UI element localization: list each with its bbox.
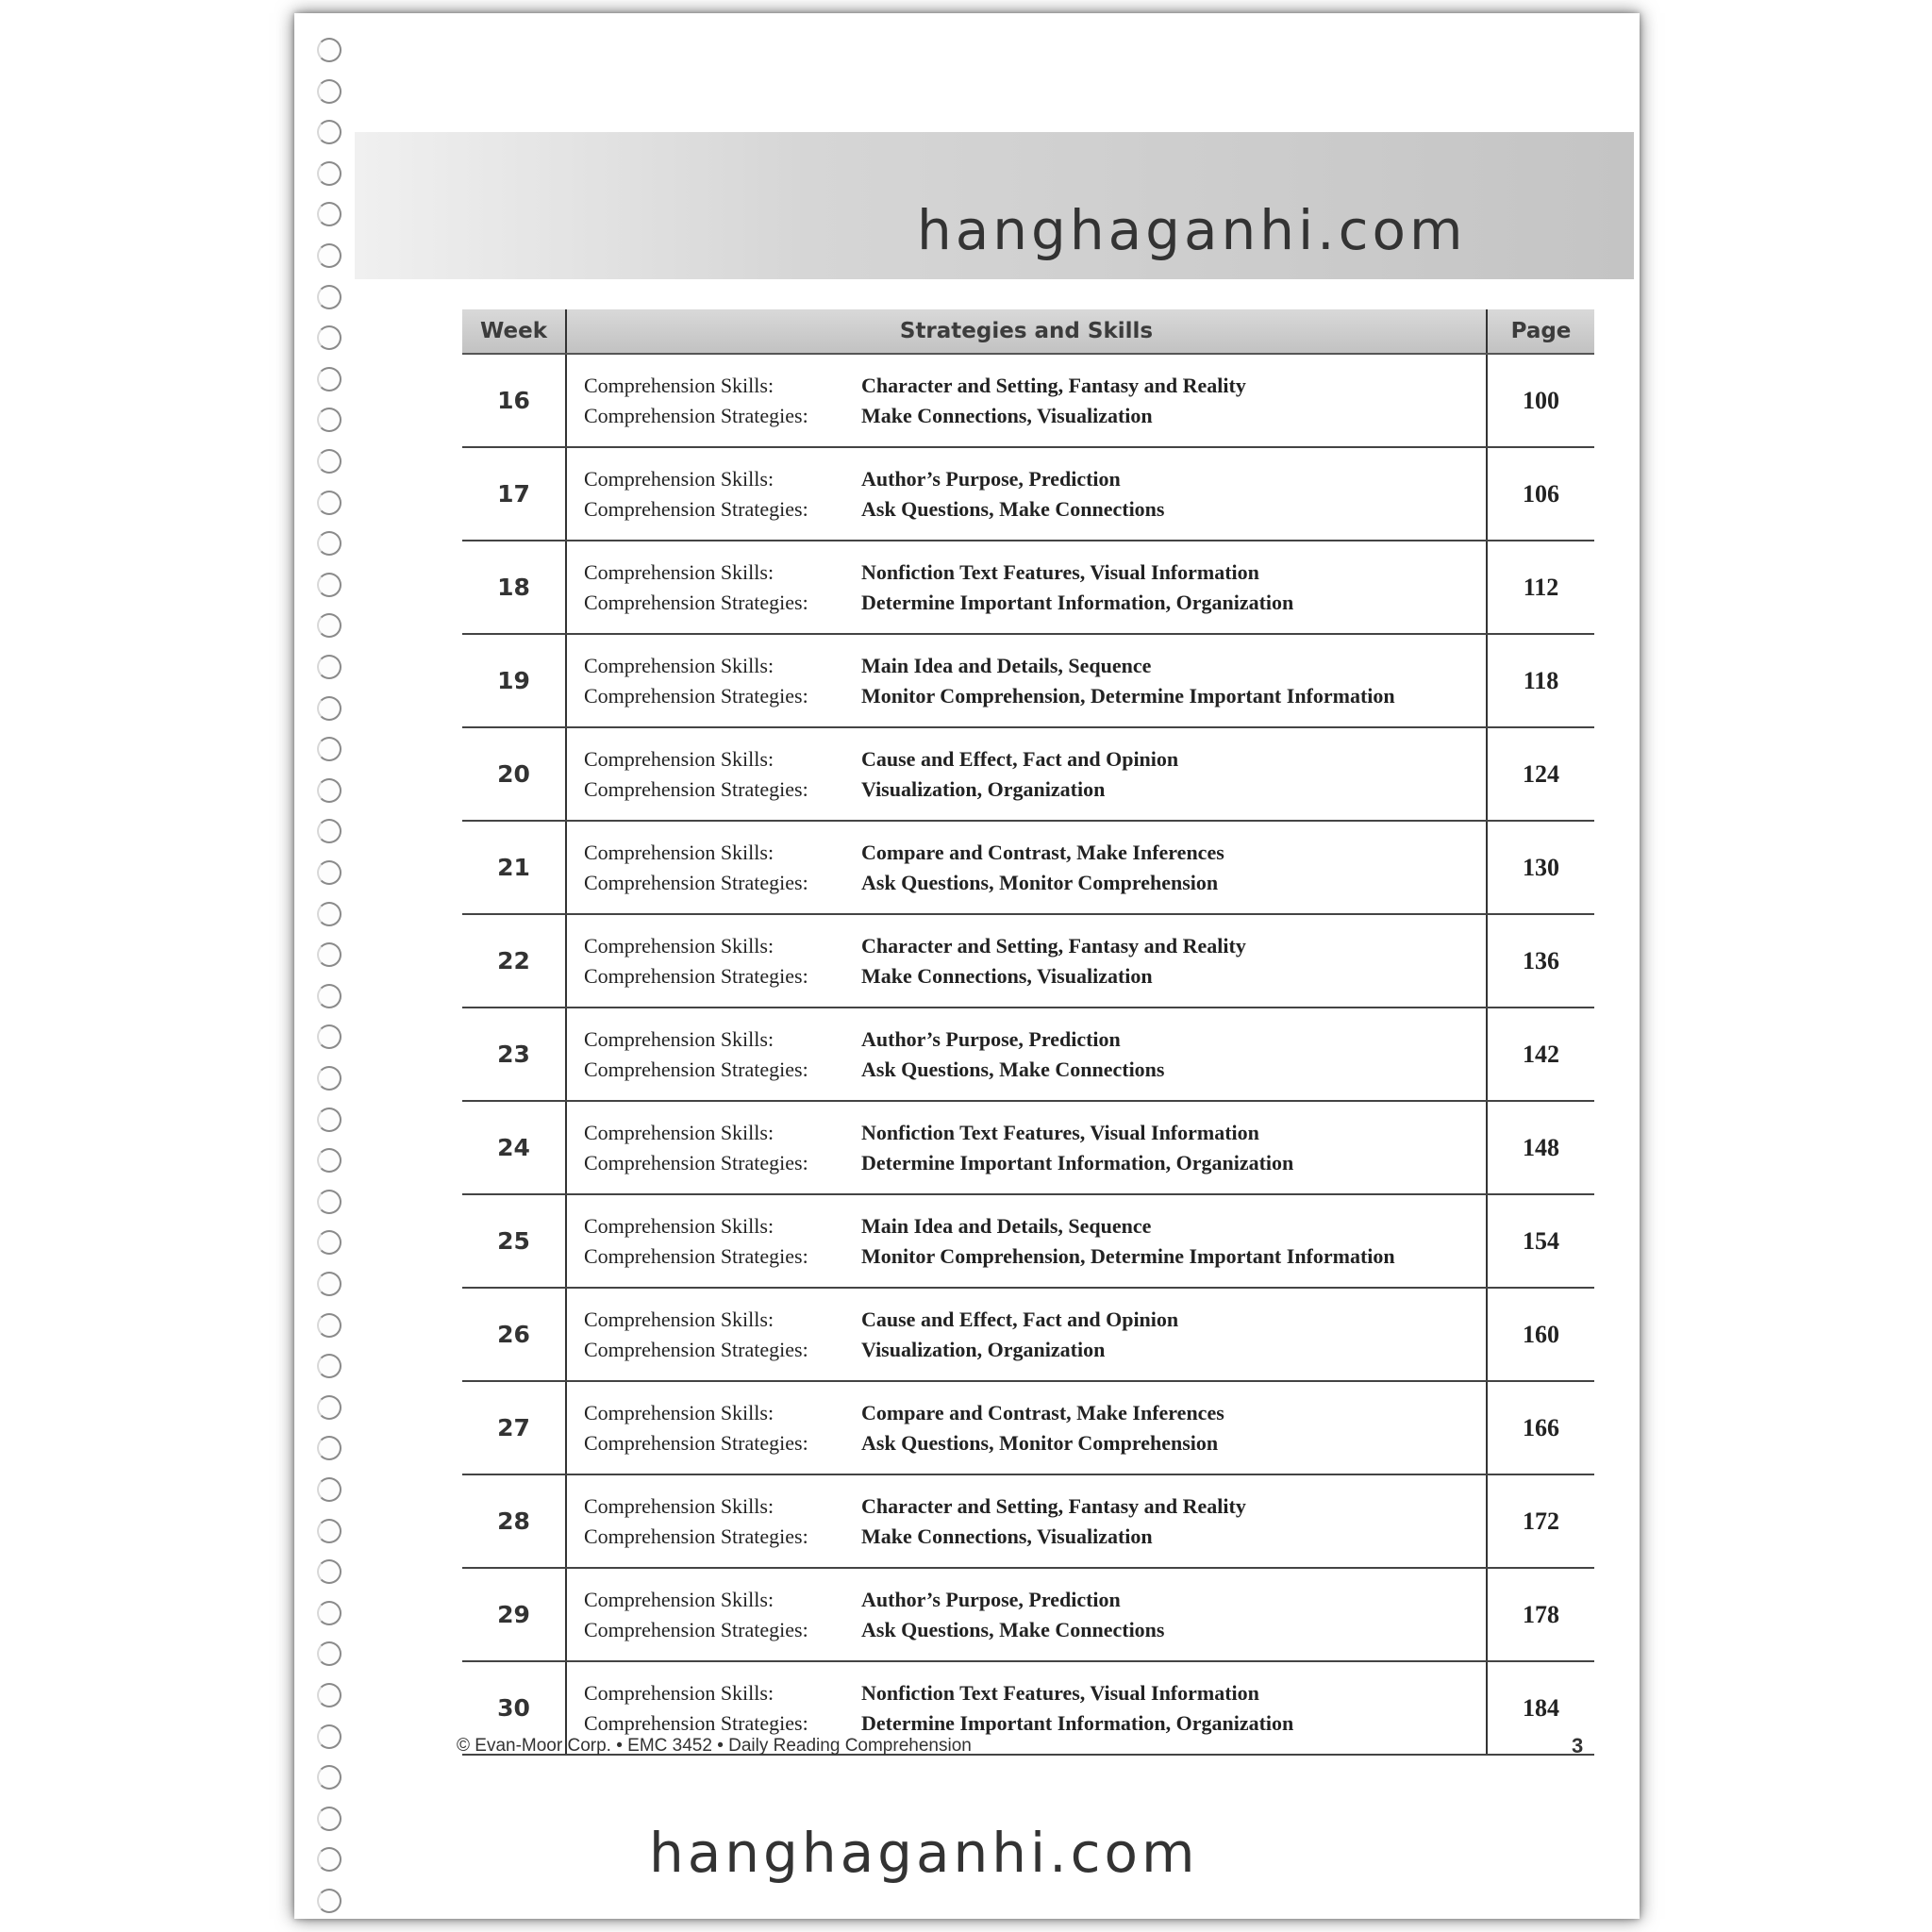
skills-cell: [566, 447, 1487, 541]
skills-cell: [566, 1008, 1487, 1101]
strategies-value: Ask Questions, Monitor Comprehension: [861, 870, 1219, 894]
skills-line: [584, 1678, 1485, 1708]
skills-value: Compare and Contrast, Make Inferences: [861, 840, 1224, 864]
skills-line: [584, 371, 1485, 401]
skills-label: Comprehension Skills:: [584, 746, 774, 771]
skills-label: Comprehension Skills:: [584, 1026, 774, 1051]
strategies-value: Ask Questions, Make Connections: [861, 1057, 1165, 1081]
table-row: [462, 634, 1594, 727]
binding-ring: [317, 531, 341, 556]
skills-cell: [566, 1194, 1487, 1288]
binding-ring: [317, 38, 341, 62]
skills-value: Compare and Contrast, Make Inferences: [861, 1400, 1224, 1424]
page-reference: 148: [1487, 1101, 1594, 1194]
strategies-label: Comprehension Strategies:: [584, 1710, 808, 1735]
skills-cell: [566, 541, 1487, 634]
table-body: [462, 354, 1594, 1755]
skills-line: [584, 1491, 1485, 1522]
strategies-label: Comprehension Strategies:: [584, 870, 808, 894]
strategies-line: [584, 681, 1485, 711]
strategies-label: Comprehension Strategies:: [584, 683, 808, 708]
week-number: 25: [462, 1194, 566, 1288]
table-row: [462, 727, 1594, 821]
table-row: [462, 1101, 1594, 1194]
skills-line: [584, 464, 1485, 494]
binding-ring: [317, 942, 341, 967]
skills-label: Comprehension Skills:: [584, 1307, 774, 1331]
binding-ring: [317, 573, 341, 597]
strategies-line: [584, 1055, 1485, 1085]
binding-ring: [317, 1847, 341, 1872]
week-number: 21: [462, 821, 566, 914]
strategies-label: Comprehension Strategies:: [584, 403, 808, 427]
skills-line: [584, 838, 1485, 868]
skills-label: Comprehension Skills:: [584, 933, 774, 958]
skills-value: Main Idea and Details, Sequence: [861, 653, 1152, 677]
binding-ring: [317, 1395, 341, 1420]
strategies-label: Comprehension Strategies:: [584, 1617, 808, 1641]
page-reference: 118: [1487, 634, 1594, 727]
page-reference: 178: [1487, 1568, 1594, 1661]
skills-value: Character and Setting, Fantasy and Reality: [861, 373, 1246, 397]
skills-value: Cause and Effect, Fact and Opinion: [861, 746, 1179, 771]
binding-ring: [317, 325, 341, 350]
page-reference: 172: [1487, 1474, 1594, 1568]
skills-label: Comprehension Skills:: [584, 840, 774, 864]
binding-ring: [317, 737, 341, 761]
page-reference: 100: [1487, 354, 1594, 447]
skills-line: [584, 651, 1485, 681]
skills-line: [584, 1305, 1485, 1335]
skills-line: [584, 1118, 1485, 1148]
binding-ring: [317, 778, 341, 803]
page-reference: 142: [1487, 1008, 1594, 1101]
skills-cell: [566, 727, 1487, 821]
skills-label: Comprehension Skills:: [584, 1120, 774, 1144]
strategies-label: Comprehension Strategies:: [584, 1057, 808, 1081]
page-reference: 136: [1487, 914, 1594, 1008]
table-row: [462, 1568, 1594, 1661]
strategies-label: Comprehension Strategies:: [584, 776, 808, 801]
page-reference: 130: [1487, 821, 1594, 914]
skills-label: Comprehension Skills:: [584, 1680, 774, 1705]
footer-copyright: © Evan-Moor Corp. • EMC 3452 • Daily Reading Comprehension: [457, 1736, 972, 1756]
week-number: 20: [462, 727, 566, 821]
skills-line: [584, 1024, 1485, 1055]
skills-cell: [566, 354, 1487, 447]
skills-line: [584, 558, 1485, 588]
binding-ring: [317, 1313, 341, 1338]
strategies-value: Make Connections, Visualization: [861, 403, 1153, 427]
strategies-value: Ask Questions, Make Connections: [861, 1617, 1165, 1641]
week-number: 30: [462, 1661, 566, 1755]
binding-ring: [317, 860, 341, 885]
strategies-label: Comprehension Strategies:: [584, 1337, 808, 1361]
binding-ring: [317, 491, 341, 515]
binding-ring: [317, 243, 341, 268]
binding-ring: [317, 655, 341, 679]
skills-label: Comprehension Skills:: [584, 1213, 774, 1238]
page-reference: 166: [1487, 1381, 1594, 1474]
strategies-value: Ask Questions, Monitor Comprehension: [861, 1430, 1219, 1455]
table-row: [462, 354, 1594, 447]
week-number: 29: [462, 1568, 566, 1661]
skills-value: Nonfiction Text Features, Visual Information: [861, 1680, 1259, 1705]
skills-value: Author’s Purpose, Prediction: [861, 1026, 1121, 1051]
skills-cell: [566, 634, 1487, 727]
binding-ring: [317, 1724, 341, 1749]
binding-ring: [317, 1601, 341, 1625]
binding-ring: [317, 1519, 341, 1543]
table-row: [462, 1008, 1594, 1101]
page-reference: 124: [1487, 727, 1594, 821]
week-number: 19: [462, 634, 566, 727]
strategies-column-header: Strategies and Skills: [566, 309, 1487, 354]
week-number: 23: [462, 1008, 566, 1101]
table-row: [462, 914, 1594, 1008]
binding-ring: [317, 613, 341, 638]
strategies-label: Comprehension Strategies:: [584, 1524, 808, 1548]
binding-ring: [317, 202, 341, 226]
binding-ring: [317, 1436, 341, 1460]
binding-ring: [317, 1641, 341, 1666]
strategies-label: Comprehension Strategies:: [584, 963, 808, 988]
page-reference: 160: [1487, 1288, 1594, 1381]
week-number: 16: [462, 354, 566, 447]
skills-value: Main Idea and Details, Sequence: [861, 1213, 1152, 1238]
strategies-line: [584, 1708, 1485, 1739]
binding-ring: [317, 367, 341, 391]
week-number: 24: [462, 1101, 566, 1194]
watermark-top: hanghaganhi.com: [917, 198, 1467, 262]
binding-ring: [317, 1148, 341, 1173]
binding-ring: [317, 902, 341, 926]
skills-cell: [566, 821, 1487, 914]
binding-ring: [317, 1889, 341, 1913]
binding-ring: [317, 79, 341, 104]
binding-ring: [317, 449, 341, 474]
week-number: 22: [462, 914, 566, 1008]
strategies-line: [584, 1335, 1485, 1365]
page-reference: 154: [1487, 1194, 1594, 1288]
table-row: [462, 1288, 1594, 1381]
table-row: [462, 447, 1594, 541]
week-number: 26: [462, 1288, 566, 1381]
skills-label: Comprehension Skills:: [584, 373, 774, 397]
strategies-label: Comprehension Strategies:: [584, 590, 808, 614]
skills-line: [584, 1398, 1485, 1428]
binding-ring: [317, 1190, 341, 1214]
skills-cell: [566, 1288, 1487, 1381]
skills-cell: [566, 1474, 1487, 1568]
binding-ring: [317, 285, 341, 309]
binding-ring: [317, 1230, 341, 1255]
week-column-header: Week: [462, 309, 566, 354]
skills-value: Author’s Purpose, Prediction: [861, 466, 1121, 491]
strategies-label: Comprehension Strategies:: [584, 1243, 808, 1268]
strategies-line: [584, 494, 1485, 525]
binding-ring: [317, 1024, 341, 1049]
strategies-line: [584, 961, 1485, 991]
table-row: [462, 1194, 1594, 1288]
skills-label: Comprehension Skills:: [584, 466, 774, 491]
skills-label: Comprehension Skills:: [584, 1400, 774, 1424]
skills-cell: [566, 1381, 1487, 1474]
strategies-value: Make Connections, Visualization: [861, 963, 1153, 988]
strategies-line: [584, 588, 1485, 618]
strategies-label: Comprehension Strategies:: [584, 1430, 808, 1455]
strategies-line: [584, 1615, 1485, 1645]
strategies-line: [584, 401, 1485, 431]
skills-cell: [566, 1568, 1487, 1661]
skills-value: Character and Setting, Fantasy and Reality: [861, 933, 1246, 958]
strategies-line: [584, 1241, 1485, 1272]
table-header-row: [462, 309, 1594, 354]
strategies-value: Make Connections, Visualization: [861, 1524, 1153, 1548]
skills-label: Comprehension Skills:: [584, 559, 774, 584]
strategies-label: Comprehension Strategies:: [584, 496, 808, 521]
binding-ring: [317, 1272, 341, 1296]
strategies-value: Determine Important Information, Organization: [861, 590, 1294, 614]
binding-ring: [317, 1354, 341, 1378]
strategies-line: [584, 1148, 1485, 1178]
skills-cell: [566, 1101, 1487, 1194]
strategies-value: Visualization, Organization: [861, 1337, 1106, 1361]
binding-ring: [317, 819, 341, 843]
binding-ring: [317, 1477, 341, 1502]
strategies-value: Visualization, Organization: [861, 776, 1106, 801]
binding-ring: [317, 1683, 341, 1707]
skills-value: Nonfiction Text Features, Visual Information: [861, 1120, 1259, 1144]
strategies-label: Comprehension Strategies:: [584, 1150, 808, 1174]
skills-line: [584, 931, 1485, 961]
skills-label: Comprehension Skills:: [584, 1493, 774, 1518]
table-row: [462, 821, 1594, 914]
page-reference: 112: [1487, 541, 1594, 634]
skills-label: Comprehension Skills:: [584, 653, 774, 677]
binding-ring: [317, 1108, 341, 1132]
strategies-value: Determine Important Information, Organization: [861, 1150, 1294, 1174]
skills-cell: [566, 914, 1487, 1008]
week-number: 18: [462, 541, 566, 634]
page-reference: 106: [1487, 447, 1594, 541]
page-column-header: Page: [1487, 309, 1594, 354]
binding-ring: [317, 1765, 341, 1790]
strategies-value: Monitor Comprehension, Determine Important Information: [861, 1243, 1395, 1268]
watermark-bottom: hanghaganhi.com: [649, 1821, 1199, 1885]
skills-value: Author’s Purpose, Prediction: [861, 1587, 1121, 1611]
contents-table: [462, 309, 1594, 1756]
strategies-value: Determine Important Information, Organization: [861, 1710, 1294, 1735]
strategies-line: [584, 1428, 1485, 1458]
skills-value: Character and Setting, Fantasy and Reality: [861, 1493, 1246, 1518]
page-number: 3: [1572, 1734, 1584, 1757]
spiral-binding: [317, 38, 355, 1915]
skills-line: [584, 744, 1485, 774]
table-row: [462, 541, 1594, 634]
strategies-line: [584, 1522, 1485, 1552]
week-number: 17: [462, 447, 566, 541]
binding-ring: [317, 696, 341, 721]
binding-ring: [317, 1066, 341, 1091]
strategies-line: [584, 868, 1485, 898]
binding-ring: [317, 1559, 341, 1584]
strategies-line: [584, 774, 1485, 805]
skills-value: Cause and Effect, Fact and Opinion: [861, 1307, 1179, 1331]
binding-ring: [317, 161, 341, 186]
binding-ring: [317, 120, 341, 144]
binding-ring: [317, 1807, 341, 1831]
skills-label: Comprehension Skills:: [584, 1587, 774, 1611]
skills-value: Nonfiction Text Features, Visual Information: [861, 559, 1259, 584]
skills-line: [584, 1211, 1485, 1241]
skills-line: [584, 1585, 1485, 1615]
week-number: 28: [462, 1474, 566, 1568]
table-row: [462, 1474, 1594, 1568]
binding-ring: [317, 408, 341, 432]
strategies-value: Monitor Comprehension, Determine Important Information: [861, 683, 1395, 708]
table-row: [462, 1381, 1594, 1474]
page-reference: 184: [1487, 1661, 1594, 1755]
week-number: 27: [462, 1381, 566, 1474]
strategies-value: Ask Questions, Make Connections: [861, 496, 1165, 521]
binding-ring: [317, 984, 341, 1008]
